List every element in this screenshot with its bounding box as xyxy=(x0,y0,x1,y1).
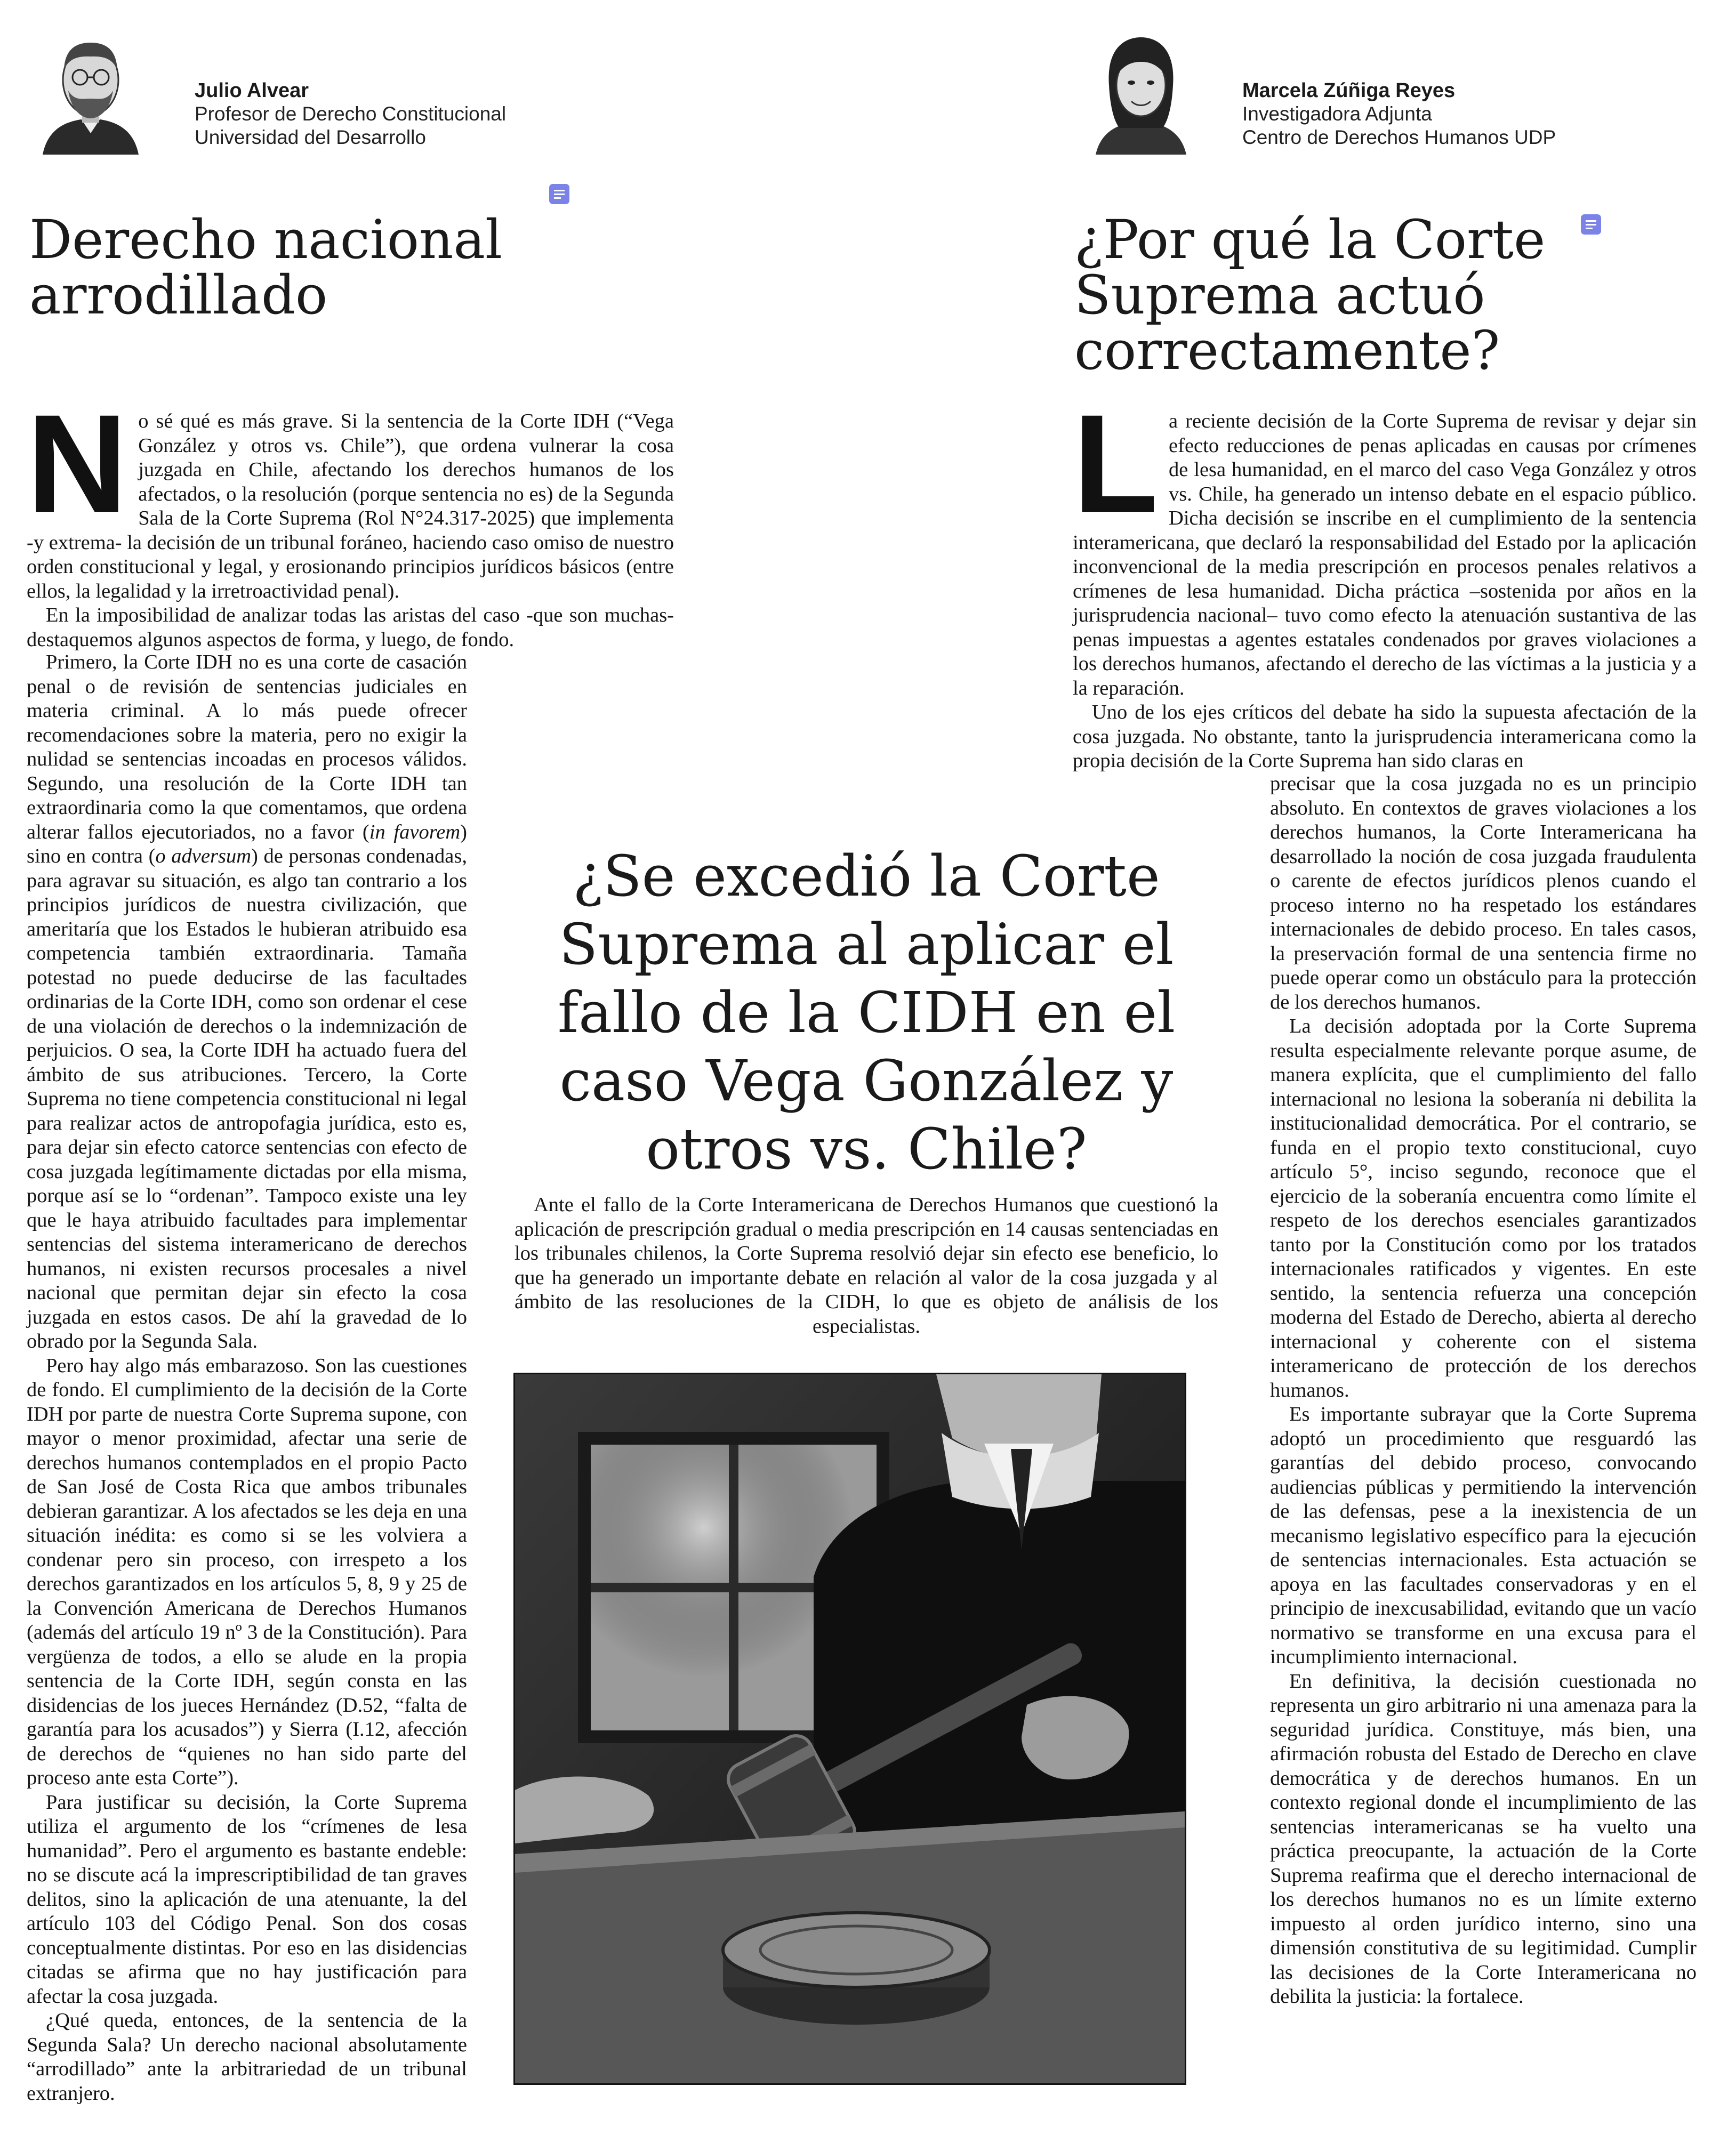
author-byline-left xyxy=(195,79,506,149)
lead-paragraph: Ante el fallo de la Corte Interamericana de Derechos Humanos que cuestionó la aplicación de prescripción gradual o media prescripción en 14 causas sentenciadas en los tribunales chilenos, la Corte Suprema resolvió dejar sin efecto ese beneficio, lo que ha generado un importante debate en relación al valor de la cosa juzgada y al ámbito de las resoluciones de la CIDH, lo que es objeto de análisis de los especialistas. xyxy=(515,1194,1218,1338)
document-icon[interactable] xyxy=(1581,214,1601,235)
man-portrait-icon xyxy=(37,27,144,155)
paragraph: Uno de los ejes críticos del debate ha sido la supuesta afectación de la cosa juzgada. No obstante, tanto la jurisprudencia interamericana como la propia decisión de la Corte Suprema han sido claras en xyxy=(1073,701,1697,772)
right-article-body-column xyxy=(1270,772,1697,2009)
author-role: Investigadora Adjunta xyxy=(1242,103,1432,125)
author-institution: Universidad del Desarrollo xyxy=(195,126,426,148)
paragraph: La decisión adoptada por la Corte Suprema resulta especialmente relevante porque asume, de manera explícita, que el cumplimiento del fallo internacional no lesiona la soberanía ni debilita la institucionalidad democrática. Por el contrario, se funda en el propio texto constitucional, cuyo artículo 5°, inciso segundo, reconoce que el ejercicio de la soberanía encuentra como límite el respeto de los derechos esenciales garantizados tanto por la Constitución como por los tratados internacionales ratificados y vigentes. En este sentido, la sentencia refuerza una concepción moderna del Estado de Derecho, abierta al derecho internacional y coherente con el sistema interamericano de protección de los derechos humanos. xyxy=(1270,1015,1697,1401)
drop-cap: N xyxy=(27,385,128,542)
paragraph: Primero, la Corte IDH no es una corte de casación penal o de revisión de sentencias judiciales en materia criminal. A lo más puede ofrecer recomendaciones sobre la materia, pero no exigir la nulidad se sentencias incoadas en procesos válidos. Segundo, una resolución de la Corte IDH tan extraordinaria como la que comentamos, que ordena alterar fallos ejecutoriados, no a favor (in favorem) sino en contra (o adversum) de personas condenadas, para agravar su situación, es algo tan contrario a los principios jurídicos de nuestra civilización, que ameritaría que los Estados le hubieran atribuido esa competencia también extraordinaria. Tamaña potestad no puede deducirse de las facultades ordinarias de la Corte IDH, como son ordenar el cese de una violación de derechos o la indemnización de perjuicios. O sea, la Corte IDH ha actuado fuera del ámbito de sus atribuciones. Tercero, la Corte Suprema no tiene competencia constitucional ni legal para realizar actos de antropofagia jurídica, esto es, para dejar sin efecto catorce sentencias con efecto de cosa juzgada legítimamente dictadas por ella misma, porque así se lo “ordenan”. Tampoco existe una ley que le haya atribuido facultades para implementar sentencias del sistema interamericano de derechos humanos, ni existen recursos procesales a nivel nacional que permitan dejar sin efecto la cosa juzgada en estos casos. De ahí la gravedad de lo obrado por la Segunda Sala. xyxy=(27,651,467,1352)
author-portrait-left xyxy=(37,27,144,155)
document-icon[interactable] xyxy=(549,184,569,204)
left-article-title: Derecho nacional arrodillado xyxy=(29,208,502,326)
right-article-title: ¿Por qué la Corte Suprema actuó correctamente? xyxy=(1074,208,1546,382)
woman-portrait-icon xyxy=(1088,27,1194,155)
judge-gavel-icon xyxy=(515,1374,1185,2083)
paragraph: Para justificar su decisión, la Corte Suprema utiliza el argumento de los “crímenes de lesa humanidad”. Pero el argumento es bastante endeble: no se discute acá la imprescriptibilidad de tan graves delitos, sino la aplicación de una atenuante, la del artículo 103 del Código Penal. Son dos cosas conceptualmente distintas. Por eso en las disidencias citadas se afirma que no hay justificación para afectar la cosa juzgada. xyxy=(27,1791,467,2008)
right-article-body-top xyxy=(1073,385,1697,774)
judge-gavel-illustration xyxy=(513,1373,1186,2085)
main-headline: ¿Se excedió la Corte Suprema al aplicar el fallo de la CIDH en el caso Vega González y otros vs. Chile? xyxy=(557,843,1176,1182)
paragraph: precisar que la cosa juzgada no es un principio absoluto. En contextos de graves violaciones a los derechos humanos, la Corte Interamericana ha desarrollado la noción de cosa juzgada fraudulenta o carente de efectos jurídicos plenos cuando el proceso interno no ha respetado los estándares internacionales de debido proceso. En tales casos, la preservación formal de una sentencia firme no puede operar como un obstáculo para la protección de los derechos humanos. xyxy=(1270,772,1697,1013)
paragraph: a reciente decisión de la Corte Suprema de revisar y dejar sin efecto reducciones de penas aplicadas en causas por crímenes de lesa humanidad, en el marco del caso Vega González y otros vs. Chile, ha generado un intenso debate en el espacio público. Dicha decisión se inscribe en el cumplimiento de la sentencia interamericana, que declaró la responsabilidad del Estado por la aplicación inconvencional de la media prescripción en procesos penales relativos a crímenes de lesa humanidad. Dicha práctica –sostenida por años en la jurisprudencia nacional– tuvo como efecto la atenuación sustantiva de las penas impuestas a agentes estatales condenados por graves violaciones a los derechos humanos, afectando el derecho de las víctimas a la justicia y a la reparación. xyxy=(1073,410,1697,699)
author-portrait-right xyxy=(1088,27,1194,155)
paragraph: Pero hay algo más embarazoso. Son las cuestiones de fondo. El cumplimiento de la decisión de la Corte IDH por parte de nuestra Corte Suprema supone, con mayor o menor proximidad, afectar una serie de derechos humanos contemplados en el propio Pacto de San José de Costa Rica que ambos tribunales debieran garantizar. A los afectados se les deja en una situación inédita: es como si se les volviera a condenar pero sin proceso, con irrespeto a los derechos garantizados en los artículos 5, 8, 9 y 25 de la Convención Americana de Derechos Humanos (además del artículo 19 nº 3 de la Constitución). Para vergüenza de todos, a ello se alude en la propia sentencia de la Corte IDH, según consta en las disidencias de los jueces Hernández (D.52, “falta de garantía para los acusados”) y Sierra (I.12, afección de derechos de “quienes no han sido parte del proceso ante esta Corte”). xyxy=(27,1354,467,1789)
left-article-body-top xyxy=(27,385,674,652)
paragraph: En la imposibilidad de analizar todas las aristas del caso -que son muchas- destaquemos algunos aspectos de forma, y luego, de fondo. xyxy=(27,604,674,651)
paragraph: o sé qué es más grave. Si la sentencia de la Corte IDH (“Vega González y otros vs. Chile”), que ordena vulnerar la cosa juzgada en Chile, afectando los derechos humanos de los afectados, o la resolución (porque sentencia no es) de la Segunda Sala de la Corte Suprema (Rol N°24.317-2025) que implementa -y extrema- la decisión de un tribunal foráneo, haciendo caso omiso de nuestro orden constitucional y legal, y erosionando principios jurídicos básicos (entre ellos, la legalidad y la irretroactividad penal). xyxy=(27,410,674,602)
author-role: Profesor de Derecho Constitucional xyxy=(195,103,507,125)
author-institution: Centro de Derechos Humanos UDP xyxy=(1242,126,1556,148)
author-name: Julio Alvear xyxy=(195,79,309,102)
author-name: Marcela Zúñiga Reyes xyxy=(1242,79,1456,102)
drop-cap: L xyxy=(1073,385,1159,542)
author-byline-right xyxy=(1242,79,1556,149)
paragraph: ¿Qué queda, entonces, de la sentencia de la Segunda Sala? Un derecho nacional absolutamente “arrodillado” ante la arbitrariedad de un tribunal extranjero. xyxy=(27,2009,467,2105)
paragraph: En definitiva, la decisión cuestionada no representa un giro arbitrario ni una amenaza para la seguridad jurídica. Constituye, más bien, una afirmación robusta del Estado de Derecho en clave democrática y de derechos humanos. En un contexto regional donde el incumplimiento de las sentencias interamericanas se ha vuelto una práctica preocupante, la actuación de la Corte Suprema reafirma que el derecho internacional de los derechos humanos no es un límite externo impuesto al orden jurídico interno, sino una dimensión constitutiva de su legitimidad. Cumplir las decisiones de la Corte Interamericana no debilita la justicia: la fortalece. xyxy=(1270,1670,1697,2008)
paragraph: Es importante subrayar que la Corte Suprema adoptó un procedimiento que resguardó las garantías del debido proceso, convocando audiencias públicas y permitiendo la intervención de las defensas, pese a la inexistencia de un mecanismo legislativo específico para la ejecución de sentencias internacionales. Esta actuación se apoya en las facultades conservadoras y en el principio de inexcusabilidad, evitando que un vacío normativo se transforme en una excusa para el incumplimiento internacional. xyxy=(1270,1403,1697,1668)
left-article-body-column xyxy=(27,650,467,2106)
